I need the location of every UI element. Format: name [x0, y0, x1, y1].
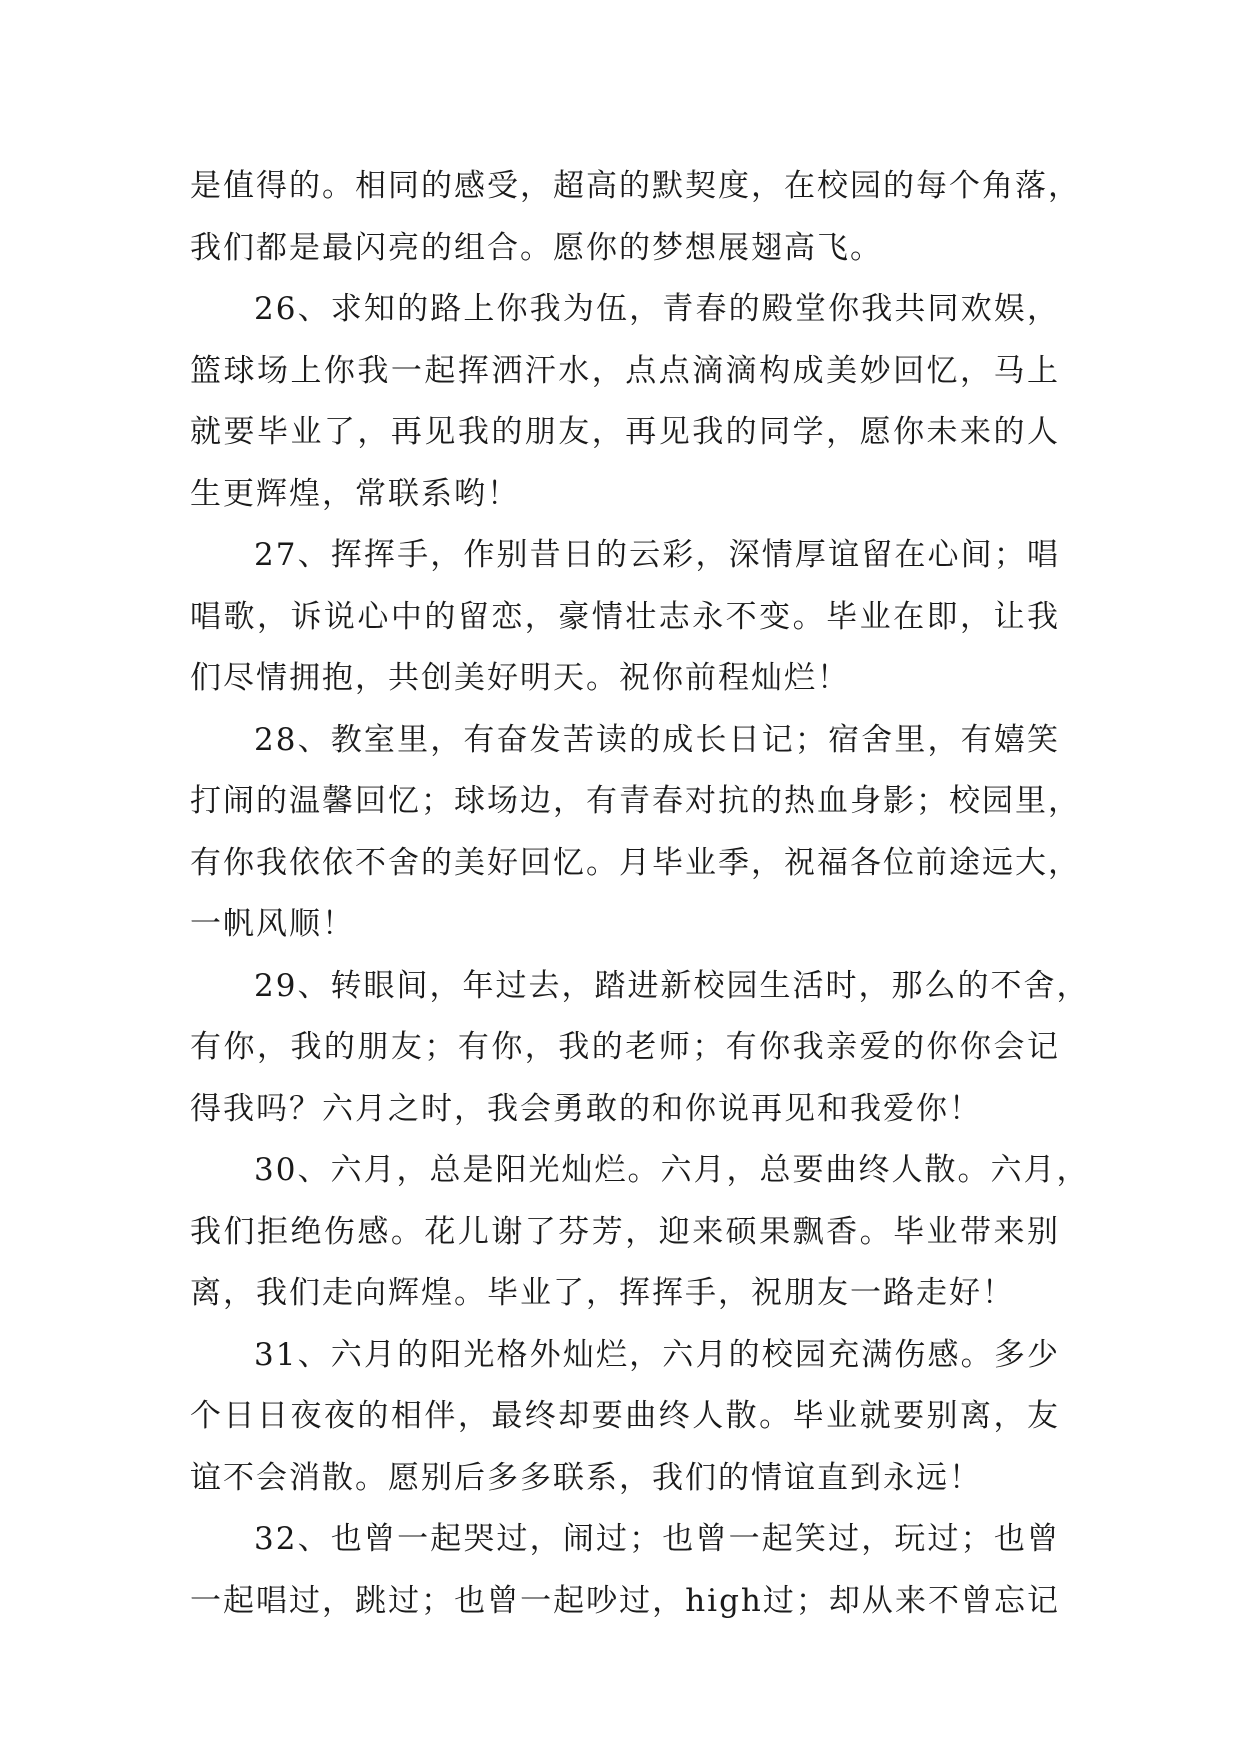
- text-line: 31、六月的阳光格外灿烂，六月的校园充满伤感。多少: [254, 1336, 1060, 1373]
- paragraph-item-31: [190, 1325, 1060, 1510]
- document-body: [190, 156, 1090, 1632]
- text-line: 打闹的温馨回忆；球场边，有青春对抗的热血身影；校园里，: [190, 783, 1081, 819]
- text-line: 有你我依依不舍的美好回忆。月毕业季，祝福各位前途远大，: [190, 844, 1081, 881]
- text-line: 得我吗？六月之时，我会勇敢的和你说再见和我爱你！: [190, 1090, 982, 1127]
- text-line: 一帆风顺！: [190, 906, 355, 942]
- text-line: 27、挥挥手，作别昔日的云彩，深情厚谊留在心间；唱: [254, 537, 1060, 573]
- text-line: 30、六月，总是阳光灿烂。六月，总要曲终人散。六月，: [254, 1152, 1090, 1188]
- text-line: 32、也曾一起哭过，闹过；也曾一起笑过，玩过；也曾: [254, 1521, 1060, 1557]
- text-line: 唱歌，诉说心中的留恋，豪情壮志永不变。毕业在即，让我: [190, 598, 1060, 635]
- paragraph-item-29: [190, 956, 1090, 1141]
- text-line: 谊不会消散。愿别后多多联系，我们的情谊直到永远！: [190, 1459, 982, 1496]
- text-line: 29、转眼间，年过去，踏进新校园生活时，那么的不舍，: [254, 967, 1090, 1004]
- text-line: 26、求知的路上你我为伍，青春的殿堂你我共同欢娱，: [254, 291, 1060, 327]
- paragraph-item-26: [190, 279, 1060, 525]
- text-line: 有你，我的朋友；有你，我的老师；有你我亲爱的你你会记: [190, 1029, 1060, 1065]
- text-line: 28、教室里，有奋发苦读的成长日记；宿舍里，有嬉笑: [254, 721, 1060, 758]
- text-line: 个日日夜夜的相伴，最终却要曲终人散。毕业就要别离，友: [190, 1398, 1060, 1434]
- text-line: 我们都是最闪亮的组合。愿你的梦想展翅高飞。: [190, 229, 883, 266]
- text-line: 是值得的。相同的感受，超高的默契度，在校园的每个角落，: [190, 168, 1081, 204]
- paragraph-item-30: [190, 1140, 1090, 1325]
- text-line: 们尽情拥抱，共创美好明天。祝你前程灿烂！: [190, 660, 850, 696]
- text-line: 生更辉煌，常联系哟！: [190, 475, 520, 512]
- paragraph-item-27: [190, 525, 1060, 710]
- text-line: 一起唱过，跳过；也曾一起吵过，high过；却从来不曾忘记: [190, 1582, 1060, 1619]
- paragraph-item-32: [190, 1509, 1060, 1632]
- text-line: 篮球场上你我一起挥洒汗水，点点滴滴构成美妙回忆，马上: [190, 352, 1060, 389]
- text-line: 离，我们走向辉煌。毕业了，挥挥手，祝朋友一路走好！: [190, 1275, 1015, 1311]
- text-line: 就要毕业了，再见我的朋友，再见我的同学，愿你未来的人: [190, 414, 1060, 450]
- paragraph-item-28: [190, 710, 1081, 956]
- paragraph-continued: [190, 156, 1081, 279]
- text-line: 我们拒绝伤感。花儿谢了芬芳，迎来硕果飘香。毕业带来别: [190, 1213, 1060, 1250]
